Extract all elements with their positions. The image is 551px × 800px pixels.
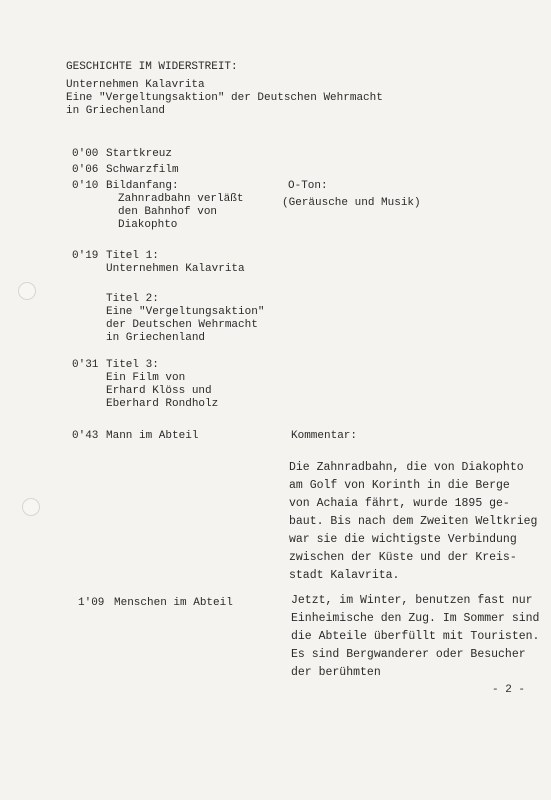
scene-description: Unternehmen Kalavrita [106,263,245,275]
document-title: GESCHICHTE IM WIDERSTREIT: [66,61,238,73]
scene-description: in Griechenland [106,332,206,344]
commentary-line: war sie die wichtigste Verbindung [289,533,517,546]
scene-description: Titel 3: [106,359,159,371]
scene-description: Eine "Vergeltungsaktion" [106,306,265,318]
scene-description: Eberhard Rondholz [106,398,219,410]
scene-description: Startkreuz [106,148,173,160]
commentary-line: zwischen der Küste und der Kreis- [289,551,517,564]
audio-label: O-Ton: [288,180,328,192]
commentary-line: der berühmten [291,666,381,679]
scene-description: Ein Film von [106,372,186,384]
timecode: 0'06 [72,164,99,176]
scene-description: Titel 2: [106,293,159,305]
scene-description: Erhard Klöss und [106,385,212,397]
commentary-line: von Achaia fährt, wurde 1895 ge- [289,497,510,510]
audio-label: Kommentar: [291,430,358,442]
timecode: 0'19 [72,250,99,262]
timecode: 0'00 [72,148,99,160]
scene-description: den Bahnhof von [118,206,218,218]
subtitle-line-1: Unternehmen Kalavrita [66,79,205,91]
scene-description: Titel 1: [106,250,159,262]
commentary-line: Es sind Bergwanderer oder Besucher [291,648,526,661]
timecode: 1'09 [78,597,105,609]
commentary-line: Die Zahnradbahn, die von Diakophto [289,461,524,474]
commentary-line: am Golf von Korinth in die Berge [289,479,510,492]
commentary-line: die Abteile überfüllt mit Touristen. [291,630,540,643]
scene-description: Bildanfang: [106,180,179,192]
subtitle-line-2: Eine "Vergeltungsaktion" der Deutschen Wehrmacht [66,92,383,104]
timecode: 0'43 [72,430,99,442]
scene-description: der Deutschen Wehrmacht [106,319,258,331]
subtitle-line-3: in Griechenland [66,105,166,117]
scene-description: Menschen im Abteil [114,597,233,609]
commentary-line: baut. Bis nach dem Zweiten Weltkrieg [289,515,538,528]
commentary-line: Einheimische den Zug. Im Sommer sind [291,612,540,625]
punch-hole-bottom [22,498,40,516]
punch-hole-top [18,282,36,300]
commentary-line: Jetzt, im Winter, benutzen fast nur [291,594,533,607]
timecode: 0'10 [72,180,99,192]
scene-description: Zahnradbahn verläßt [118,193,244,205]
scene-description: Schwarzfilm [106,164,179,176]
scene-description: Diakophto [118,219,178,231]
timecode: 0'31 [72,359,99,371]
audio-description: (Geräusche und Musik) [282,197,421,209]
scene-description: Mann im Abteil [106,430,199,442]
page-number: - 2 - [492,684,526,696]
commentary-line: stadt Kalavrita. [289,569,400,582]
